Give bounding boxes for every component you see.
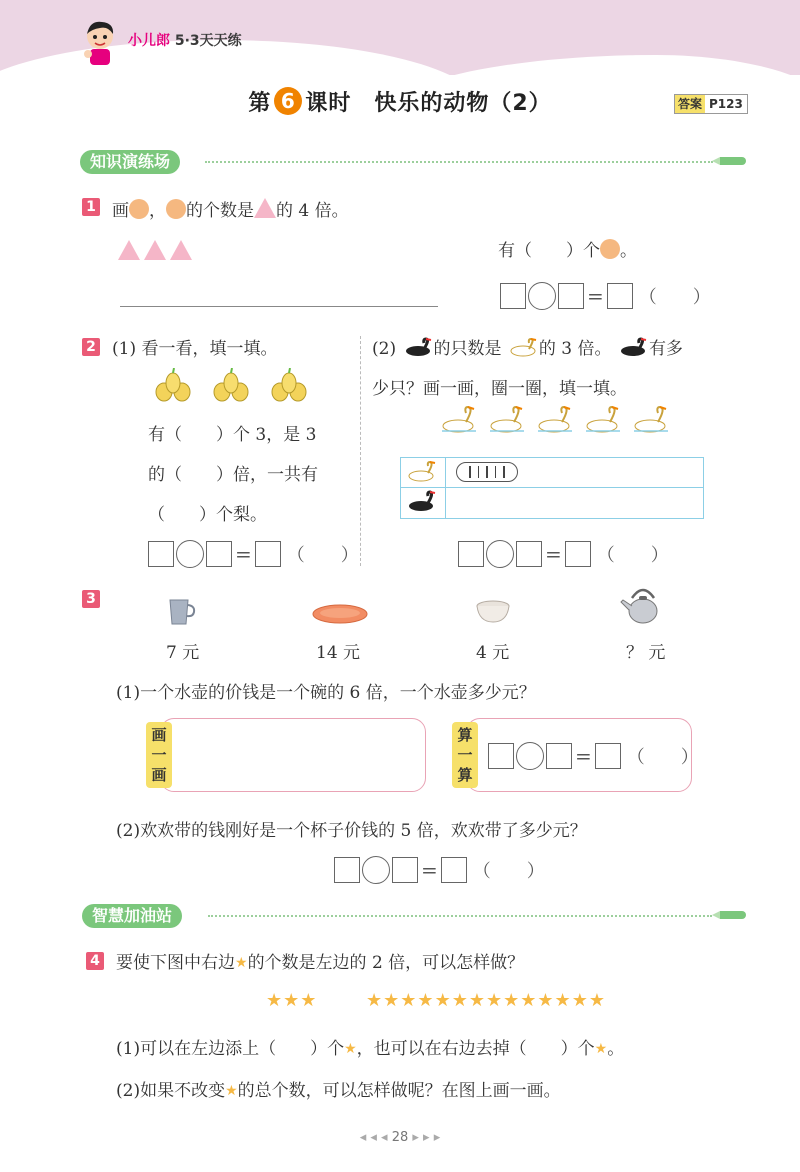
price-plate: 14 元 (316, 643, 361, 663)
q4-prompt (116, 948, 524, 973)
white-swan-icon (440, 404, 478, 434)
white-swan-row (440, 404, 670, 434)
q2-part2-line2: 少只？画一画，圈一圈，填一填。 (372, 379, 627, 399)
star-icon: ★ (554, 990, 571, 1011)
unit-blank[interactable]: （ ） (626, 747, 699, 768)
white-swan-icon (507, 337, 539, 357)
star-icon: ★ (266, 990, 283, 1011)
orange-circle-icon (166, 199, 186, 219)
q1-equation (500, 282, 711, 310)
question-number-3: 3 (82, 590, 100, 608)
q2-column-divider (360, 336, 361, 566)
mascot-icon (82, 20, 118, 66)
white-swan-icon (406, 460, 438, 482)
q4-text-a: 要使下图中右边 (116, 953, 235, 973)
page-number: 28 (391, 1130, 409, 1145)
equals-sign: = (421, 858, 438, 882)
q3-sub2: (2)欢欢带的钱刚好是一个杯子价钱的 5 倍，欢欢带了多少元？ (116, 821, 587, 841)
equation-box[interactable] (546, 743, 572, 769)
star-icon: ★ (400, 990, 417, 1011)
equation-box[interactable] (488, 743, 514, 769)
kettle-icon (620, 584, 666, 624)
star-icon: ★ (520, 990, 537, 1011)
q1-answer-text: 有（ ）个 (498, 241, 600, 261)
equation-box[interactable] (334, 857, 360, 883)
q1-text-c: 的个数是 (186, 201, 254, 221)
equation-result-box[interactable] (441, 857, 467, 883)
black-swan-icon (406, 490, 438, 512)
pear-group-icon (270, 368, 308, 402)
table-column-divider (445, 458, 446, 518)
white-swan-icon (584, 404, 622, 434)
white-swan-icon (488, 404, 526, 434)
pear-group-icon (212, 368, 250, 402)
star-icon: ★ (283, 990, 300, 1011)
pencil-icon (720, 157, 746, 165)
q4-sub1-text-b: ，也可以在右边去掉（ ）个 (356, 1039, 595, 1059)
q4-text-b: 的个数是左边的 2 倍，可以怎样做？ (247, 953, 525, 973)
pink-triangle-icon (254, 198, 276, 218)
q4-sub1 (116, 1034, 624, 1059)
star-icon: ★ (225, 1083, 238, 1099)
star-icon: ★ (594, 1041, 608, 1057)
q4-sub2-text-a: (2)如果不改变 (116, 1081, 226, 1101)
swan-drawing-table[interactable] (400, 457, 704, 519)
orange-circle-icon (600, 239, 620, 259)
star-icon: ★ (537, 990, 554, 1011)
table-row-divider (401, 487, 703, 488)
equation-box[interactable] (206, 541, 232, 567)
pink-triangle-icon (144, 240, 166, 260)
q1-text-d: 的 4 倍。 (276, 201, 349, 221)
equation-box[interactable] (516, 541, 542, 567)
q2-part1-line1: 有（ ）个 3，是 3 (148, 425, 317, 445)
q3-sub2-equation (334, 856, 545, 884)
equation-result-box[interactable] (595, 743, 621, 769)
question-number-1: 1 (82, 198, 100, 216)
calc-tag: 算 一 算 (452, 722, 478, 788)
brand-prefix: 小儿郎 (128, 33, 170, 49)
lesson-number-badge: 6 (274, 87, 302, 115)
star-icon: ★ (434, 990, 451, 1011)
title-text: 课时 快乐的动物（2） (305, 91, 552, 116)
answer-label: 答案 (675, 95, 705, 113)
unit-blank[interactable]: （ ） (638, 287, 711, 308)
star-icon: ★ (366, 990, 383, 1011)
q2-part1-line2: 的（ ）倍，一共有 (148, 465, 318, 485)
star-icon: ★ (451, 990, 468, 1011)
black-swan-icon (617, 337, 649, 357)
q2-part2-text-b: 的只数是 (433, 339, 502, 359)
question-number-4: 4 (86, 952, 104, 970)
equals-sign: = (575, 744, 592, 768)
equation-box[interactable] (148, 541, 174, 567)
star-icon: ★ (235, 955, 248, 971)
pencil-icon (720, 911, 746, 919)
operator-circle[interactable] (516, 742, 544, 770)
q4-sub2 (116, 1076, 561, 1101)
q1-prompt (112, 196, 349, 221)
pink-triangle-icon (170, 240, 192, 260)
left-star-group (266, 992, 316, 1010)
unit-blank[interactable]: （ ） (286, 545, 359, 566)
equation-box[interactable] (458, 541, 484, 567)
equals-sign: = (587, 284, 604, 308)
triangle-group (118, 240, 192, 260)
equation-box[interactable] (500, 283, 526, 309)
q2-part2-text-c: 的 3 倍。 (538, 339, 612, 359)
equation-result-box[interactable] (565, 541, 591, 567)
unit-blank[interactable]: （ ） (596, 545, 669, 566)
operator-circle[interactable] (486, 540, 514, 568)
q4-sub2-text-b: 的总个数，可以怎样做呢？在图上画一画。 (237, 1081, 561, 1101)
equation-result-box[interactable] (255, 541, 281, 567)
q2-part2-equation (458, 540, 669, 568)
q2-part2-label: (2) (372, 339, 397, 359)
draw-tag: 画 一 画 (146, 722, 172, 788)
q1-answer-end: 。 (620, 241, 637, 261)
star-icon: ★ (503, 990, 520, 1011)
tally-circle (456, 462, 518, 482)
bowl-icon (476, 600, 510, 624)
price-kettle: ？ 元 (626, 643, 666, 663)
black-swan-icon (402, 337, 434, 357)
draw-area[interactable] (160, 718, 426, 792)
equation-box[interactable] (558, 283, 584, 309)
star-icon: ★ (485, 990, 503, 1011)
section-banner-practice: 知识演练场 (80, 150, 180, 174)
section-divider (208, 915, 712, 917)
unit-blank[interactable]: （ ） (472, 861, 545, 882)
white-swan-icon (536, 404, 574, 434)
star-icon: ★ (383, 990, 400, 1011)
left-arrows-icon: ◂ ◂ ◂ (359, 1130, 392, 1145)
star-icon: ★ (571, 990, 588, 1011)
star-icon: ★ (588, 990, 605, 1011)
operator-circle[interactable] (528, 282, 556, 310)
equals-sign: = (545, 542, 562, 566)
q4-sub1-text-a: (1)可以在左边添上（ ）个 (116, 1039, 345, 1059)
orange-circle-icon (129, 199, 149, 219)
star-icon: ★ (468, 990, 485, 1011)
section-banner-challenge: 智慧加油站 (82, 904, 182, 928)
operator-circle[interactable] (176, 540, 204, 568)
plate-icon (312, 604, 368, 624)
q1-text-a: 画 (112, 201, 129, 221)
equation-result-box[interactable] (607, 283, 633, 309)
question-number-2: 2 (82, 338, 100, 356)
white-swan-icon (632, 404, 670, 434)
star-icon: ★ (417, 990, 434, 1011)
equals-sign: = (235, 542, 252, 566)
q4-sub1-text-c: 。 (607, 1039, 625, 1059)
q2-part1-equation (148, 540, 359, 568)
price-cup: 7 元 (166, 643, 200, 663)
section-divider (205, 161, 713, 163)
star-icon: ★ (344, 1041, 357, 1057)
q3-sub1-equation (488, 742, 699, 770)
answer-page: P123 (709, 97, 743, 111)
q2-part2-text-d: 有多 (648, 339, 683, 359)
pink-triangle-icon (118, 240, 140, 260)
q2-part1-line3: （ ）个梨。 (148, 505, 267, 525)
brand-label (128, 30, 242, 50)
price-bowl: 4 元 (476, 643, 510, 663)
q1-answer-line (498, 236, 637, 261)
equation-box[interactable] (392, 857, 418, 883)
title-prefix: 第 (248, 91, 272, 116)
q2-part2-line1 (372, 334, 683, 359)
answer-reference (674, 94, 748, 114)
operator-circle[interactable] (362, 856, 390, 884)
pear-group-icon (154, 368, 192, 402)
cup-icon (166, 598, 196, 626)
q2-part1-title: (1) 看一看，填一填。 (112, 339, 278, 359)
right-star-group (366, 992, 605, 1010)
q1-drawing-line[interactable] (120, 306, 438, 307)
q1-text-b: ， (149, 201, 166, 221)
q3-sub1: (1)一个水壶的价钱是一个碗的 6 倍，一个水壶多少元？ (116, 683, 536, 703)
brand-suffix: 5·3天天练 (174, 33, 242, 49)
right-arrows-icon: ▸ ▸ ▸ (408, 1130, 441, 1145)
star-icon: ★ (300, 990, 317, 1011)
page-footer (0, 1130, 800, 1145)
